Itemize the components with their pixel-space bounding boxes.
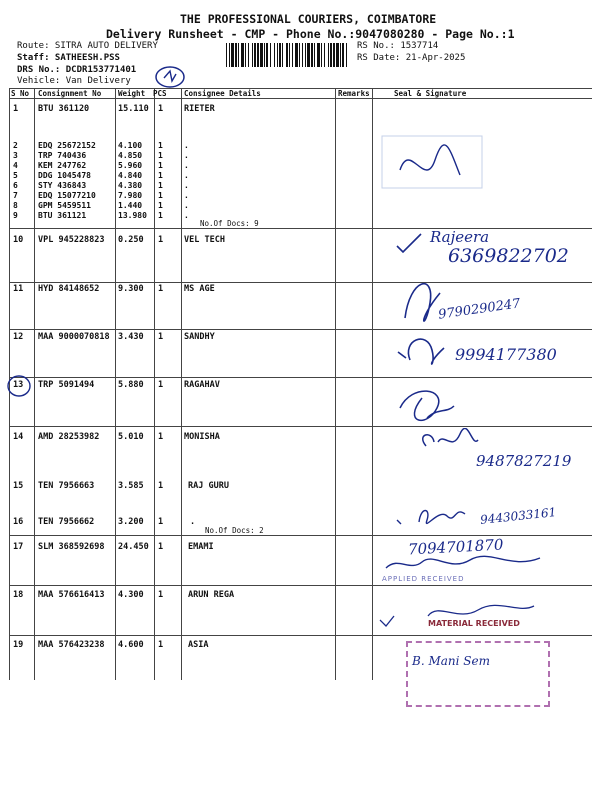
rs-number: RS No.: 1537714 (357, 41, 439, 51)
barcode-bar (286, 43, 288, 67)
barcode-bar (252, 43, 253, 67)
barcode-bar (289, 43, 290, 67)
weight-cell: 4.600 (118, 640, 144, 650)
col-header-remarks: Remarks (338, 89, 370, 98)
sno-cell: 18 (13, 590, 24, 600)
docs-count-note: No.Of Docs: 9 (200, 219, 259, 228)
rs-date: RS Date: 21-Apr-2025 (357, 53, 466, 63)
runsheet-title: Delivery Runsheet - CMP - Phone No.:9047080280 - Page No.:1 (106, 27, 515, 41)
consignee-cell: RAGAHAV (184, 380, 220, 390)
company-title: THE PROFESSIONAL COURIERS, COIMBATORE (180, 12, 437, 26)
weight-cell: 3.585 (118, 481, 144, 491)
consignee-cell: SANDHY (184, 332, 215, 342)
consignee-cell: . (184, 171, 189, 180)
barcode-bar (248, 43, 249, 67)
col-header-consignment: Consignment No (38, 89, 102, 98)
barcode-bar (231, 43, 234, 67)
signature-scribble-icon (380, 552, 550, 576)
col-header-weight: Weight (118, 89, 146, 98)
pcs-cell: 1 (158, 284, 164, 294)
barcode-bar (342, 43, 344, 67)
pcs-cell: 1 (158, 380, 164, 390)
barcode-bar (238, 43, 239, 67)
consignee-cell: RIETER (184, 104, 215, 114)
circle-mark-icon (6, 374, 32, 398)
pcs-cell: 1 (158, 517, 164, 527)
tick-mark-icon (395, 232, 425, 258)
handwritten-phone: 9790290247 (437, 296, 522, 323)
handwritten-phone: 9487827219 (476, 452, 572, 470)
handwritten-name: B. Mani Sem (412, 654, 490, 668)
sno-cell: 6 (13, 181, 18, 190)
pcs-cell: 1 (158, 171, 163, 180)
consignee-cell: . (190, 517, 196, 527)
sno-cell: 14 (13, 432, 24, 442)
pcs-cell: 1 (158, 211, 163, 220)
seal-stamp-faded (380, 130, 490, 200)
consignee-cell: ARUN REGA (188, 590, 235, 600)
pcs-cell: 1 (158, 191, 163, 200)
pcs-cell: 1 (158, 161, 163, 170)
signature-scribble-icon (378, 592, 538, 636)
consignment-cell: MAA 9000070818 (38, 332, 110, 342)
consignment-cell: TEN 7956663 (38, 481, 95, 491)
sno-cell: 10 (13, 235, 24, 245)
drs-label: DRS No.: DCDR153771401 (17, 65, 137, 75)
pcs-cell: 1 (158, 151, 163, 160)
pcs-cell: 1 (158, 201, 163, 210)
sno-cell: 11 (13, 284, 24, 294)
weight-cell: 4.100 (118, 141, 143, 150)
weight-cell: 5.880 (118, 380, 144, 390)
weight-cell: 5.010 (118, 432, 144, 442)
pcs-cell: 1 (158, 235, 164, 245)
sno-cell: 4 (13, 161, 18, 170)
pcs-cell: 1 (158, 590, 164, 600)
staff-label: Staff: SATHEESH.PSS (17, 53, 120, 63)
handwritten-phone: 9994177380 (455, 345, 557, 364)
consignee-cell: . (184, 211, 189, 220)
stamp-text: APPLIED RECEIVED (382, 575, 465, 583)
sno-cell: 2 (13, 141, 18, 150)
consignee-cell: VEL TECH (184, 235, 225, 245)
sno-cell: 15 (13, 481, 24, 491)
barcode-bar (226, 43, 227, 67)
sno-cell: 7 (13, 191, 18, 200)
consignment-cell: STY 436843 (38, 181, 87, 190)
barcode-bar (305, 43, 306, 67)
barcode-bar (336, 43, 339, 67)
barcode-bar (241, 43, 244, 67)
barcode-bar (346, 43, 347, 67)
pcs-cell: 1 (158, 640, 164, 650)
col-header-signature: Seal & Signature (394, 89, 467, 98)
barcode-bar (245, 43, 246, 67)
sno-cell: 9 (13, 211, 18, 220)
barcode-bar (340, 43, 341, 67)
consignment-cell: TRP 740436 (38, 151, 87, 160)
col-header-pcs: PCS (153, 89, 167, 98)
pcs-cell: 1 (158, 141, 163, 150)
barcode-bar (235, 43, 237, 67)
handwritten-phone: 9443033161 (479, 505, 557, 527)
barcode-bar (317, 43, 320, 67)
pcs-cell: 1 (158, 181, 163, 190)
signature-scribble-icon (152, 64, 188, 90)
handwritten-phone: 6369822702 (448, 245, 569, 267)
sno-cell: 16 (13, 517, 24, 527)
consignment-cell: GPM 5459511 (38, 201, 91, 210)
weight-cell: 5.960 (118, 161, 143, 170)
weight-cell: 3.430 (118, 332, 144, 342)
signature-scribble-icon (395, 500, 470, 532)
consignment-cell: BTU 361121 (38, 211, 87, 220)
consignee-cell: MS AGE (184, 284, 215, 294)
consignee-cell: . (184, 201, 189, 210)
consignment-cell: AMD 28253982 (38, 432, 100, 442)
consignment-cell: KEM 247762 (38, 161, 87, 170)
pcs-cell: 1 (158, 104, 164, 114)
barcode-bar (330, 43, 332, 67)
docs-count-note: No.Of Docs: 2 (205, 526, 264, 535)
vehicle-label: Vehicle: Van Delivery (17, 76, 131, 86)
signature-scribble-icon (392, 378, 462, 433)
consignment-cell: TRP 5091494 (38, 380, 95, 390)
consignment-cell: EDQ 15077210 (38, 191, 96, 200)
route-label: Route: SITRA AUTO DELIVERY (17, 41, 158, 51)
weight-cell: 13.980 (118, 211, 147, 220)
consignment-cell: BTU 361120 (38, 104, 90, 114)
barcode-bar (299, 43, 300, 67)
barcode-bar (302, 43, 303, 67)
consignee-cell: RAJ GURU (188, 481, 229, 491)
barcode-bar (324, 43, 325, 67)
pcs-cell: 1 (158, 542, 164, 552)
weight-cell: 1.440 (118, 201, 143, 210)
barcode-bar (321, 43, 322, 67)
barcode-bar (274, 43, 275, 67)
weight-cell: 3.200 (118, 517, 144, 527)
consignee-cell: EMAMI (188, 542, 214, 552)
consignee-cell: MONISHA (184, 432, 220, 442)
barcode-bar (279, 43, 281, 67)
barcode-bar (333, 43, 335, 67)
consignment-cell: MAA 576423238 (38, 640, 105, 650)
sno-cell: 19 (13, 640, 24, 650)
sno-cell: 12 (13, 332, 24, 342)
signature-scribble-icon (412, 428, 482, 458)
barcode (226, 43, 352, 67)
consignee-cell: . (184, 151, 189, 160)
barcode-bar (314, 43, 315, 67)
barcode-bar (257, 43, 259, 67)
pcs-cell: 1 (158, 481, 164, 491)
consignment-cell: HYD 84148652 (38, 284, 100, 294)
weight-cell: 4.300 (118, 590, 144, 600)
col-header-consignee: Consignee Details (184, 89, 261, 98)
barcode-bar (328, 43, 329, 67)
barcode-bar (295, 43, 298, 67)
barcode-bar (260, 43, 263, 67)
barcode-bar (307, 43, 310, 67)
weight-cell: 7.980 (118, 191, 143, 200)
weight-cell: 4.850 (118, 151, 143, 160)
barcode-bar (282, 43, 283, 67)
barcode-bar (311, 43, 313, 67)
consignment-cell: SLM 368592698 (38, 542, 105, 552)
pcs-cell: 1 (158, 332, 164, 342)
barcode-bar (270, 43, 271, 67)
material-received-stamp: MATERIAL RECEIVED (428, 619, 520, 628)
weight-cell: 15.110 (118, 104, 149, 114)
consignee-cell: . (184, 191, 189, 200)
seal-box (406, 641, 550, 707)
weight-cell: 0.250 (118, 235, 144, 245)
consignment-cell: VPL 945228823 (38, 235, 105, 245)
sno-cell: 5 (13, 171, 18, 180)
barcode-bar (264, 43, 265, 67)
consignee-cell: . (184, 141, 189, 150)
sno-cell: 3 (13, 151, 18, 160)
consignment-cell: MAA 576616413 (38, 590, 105, 600)
weight-cell: 9.300 (118, 284, 144, 294)
weight-cell: 4.840 (118, 171, 143, 180)
col-header-sno: S No (11, 89, 30, 98)
barcode-bar (254, 43, 256, 67)
sno-cell: 17 (13, 542, 24, 552)
weight-cell: 24.450 (118, 542, 149, 552)
barcode-bar (277, 43, 278, 67)
barcode-bar (266, 43, 268, 67)
sno-cell: 8 (13, 201, 18, 210)
consignee-cell: . (184, 181, 189, 190)
consignee-cell: ASIA (188, 640, 209, 650)
consignee-cell: . (184, 161, 189, 170)
pcs-cell: 1 (158, 432, 164, 442)
consignment-cell: TEN 7956662 (38, 517, 95, 527)
sno-cell: 13 (13, 380, 24, 390)
handwritten-phone: 7094701870 (407, 535, 504, 559)
sno-cell: 1 (13, 104, 19, 114)
consignment-cell: EDQ 25672152 (38, 141, 96, 150)
weight-cell: 4.380 (118, 181, 143, 190)
barcode-bar (229, 43, 230, 67)
signature-scribble-icon (392, 330, 452, 370)
barcode-bar (292, 43, 293, 67)
consignment-cell: DDG 1045478 (38, 171, 91, 180)
handwritten-name: Rajeera (430, 228, 490, 246)
